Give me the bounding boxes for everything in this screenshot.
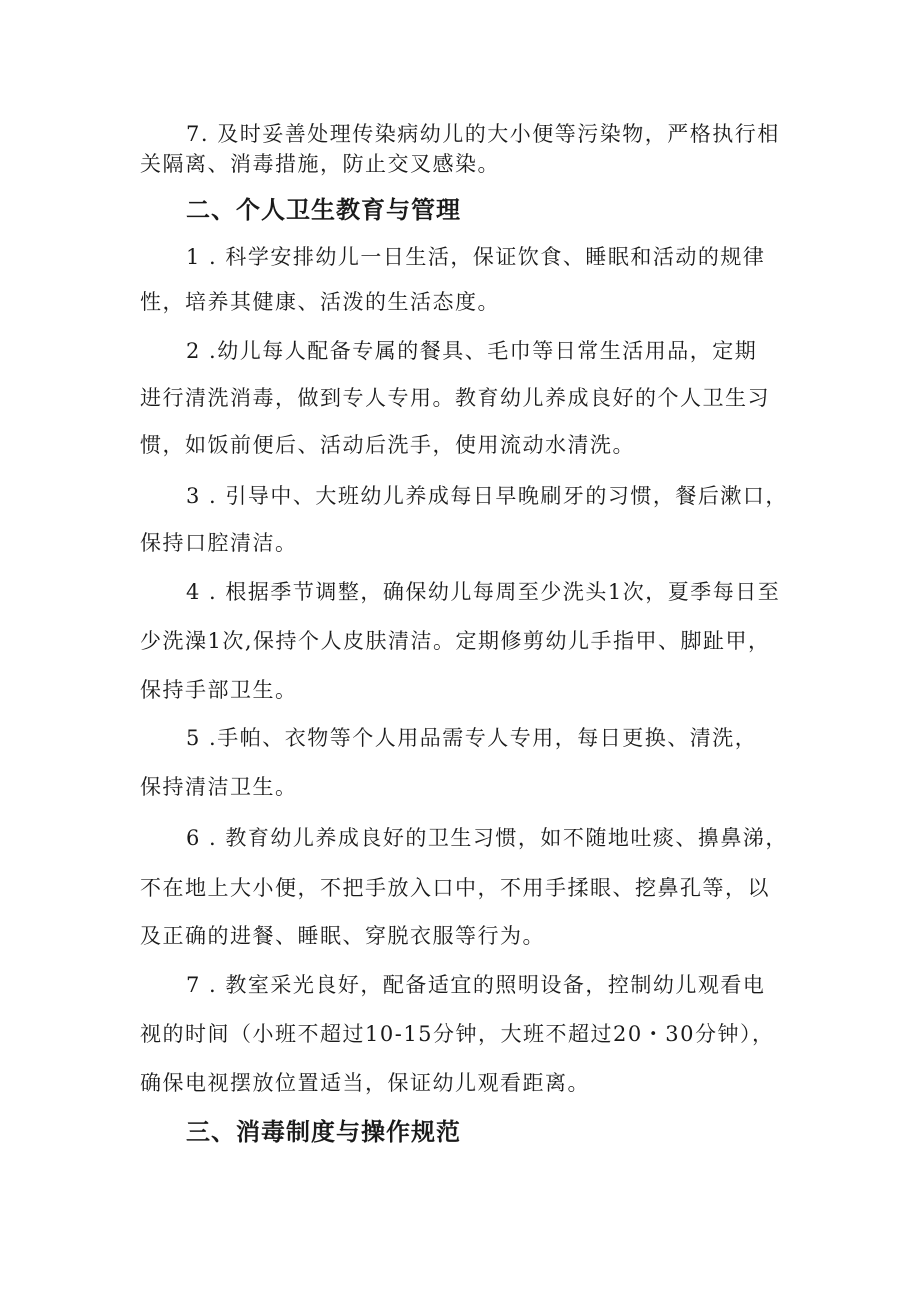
section2-item5-line1: 5 .手帕、衣物等个人用品需专人专用，每日更换、清洗， — [186, 726, 758, 750]
section2-item1-line1: 1 . 科学安排幼儿一日生活，保证饮食、睡眠和活动的规律 — [186, 245, 766, 269]
section2-item4-line3: 保持手部卫生。 — [140, 678, 298, 702]
section2-item1-line2: 性，培养其健康、活泼的生活态度。 — [140, 290, 500, 314]
section2-item3-line2: 保持口腔清洁。 — [140, 531, 298, 555]
section2-item5-line2: 保持清洁卫生。 — [140, 775, 298, 799]
section2-item2-line1: 2 .幼儿每人配备专属的餐具、毛巾等日常生活用品，定期 — [186, 339, 758, 363]
section2-item2-line3: 惯，如饭前便后、活动后洗手，使用流动水清洗。 — [140, 433, 635, 457]
section1-item7-line2: 关隔离、消毒措施，防止交叉感染。 — [140, 152, 500, 176]
section2-item4-line1: 4 . 根据季节调整，确保幼儿每周至少洗头1次，夏季每日至 — [186, 580, 781, 604]
section2-item3-line1: 3 . 引导中、大班幼儿养成每日早晚刷牙的习惯，餐后漱口， — [186, 484, 788, 508]
section2-item7-line2: 视的时间（小班不超过10-15分钟，大班不超过20・30分钟）， — [140, 1022, 775, 1046]
section2-item2-line2: 进行清洗消毒，做到专人专用。教育幼儿养成良好的个人卫生习 — [140, 386, 770, 410]
section2-item7-line1: 7 . 教室采光良好，配备适宜的照明设备，控制幼儿观看电 — [186, 973, 766, 997]
section2-item7-line3: 确保电视摆放位置适当，保证幼儿观看距离。 — [140, 1071, 590, 1095]
section3-heading: 三、消毒制度与操作规范 — [186, 1118, 461, 1146]
section2-item6-line3: 及正确的进餐、睡眠、穿脱衣服等行为。 — [140, 924, 545, 948]
section2-item4-line2: 少洗澡1次,保持个人皮肤清洁。定期修剪幼儿手指甲、脚趾甲， — [140, 629, 771, 653]
section1-item7-line1: 7. 及时妥善处理传染病幼儿的大小便等污染物，严格执行相 — [186, 122, 780, 146]
section2-item6-line2: 不在地上大小便，不把手放入口中，不用手揉眼、挖鼻孔等，以 — [140, 876, 770, 900]
section2-heading: 二、个人卫生教育与管理 — [186, 196, 461, 224]
section2-item6-line1: 6 . 教育幼儿养成良好的卫生习惯，如不随地吐痰、擤鼻涕， — [186, 826, 788, 850]
